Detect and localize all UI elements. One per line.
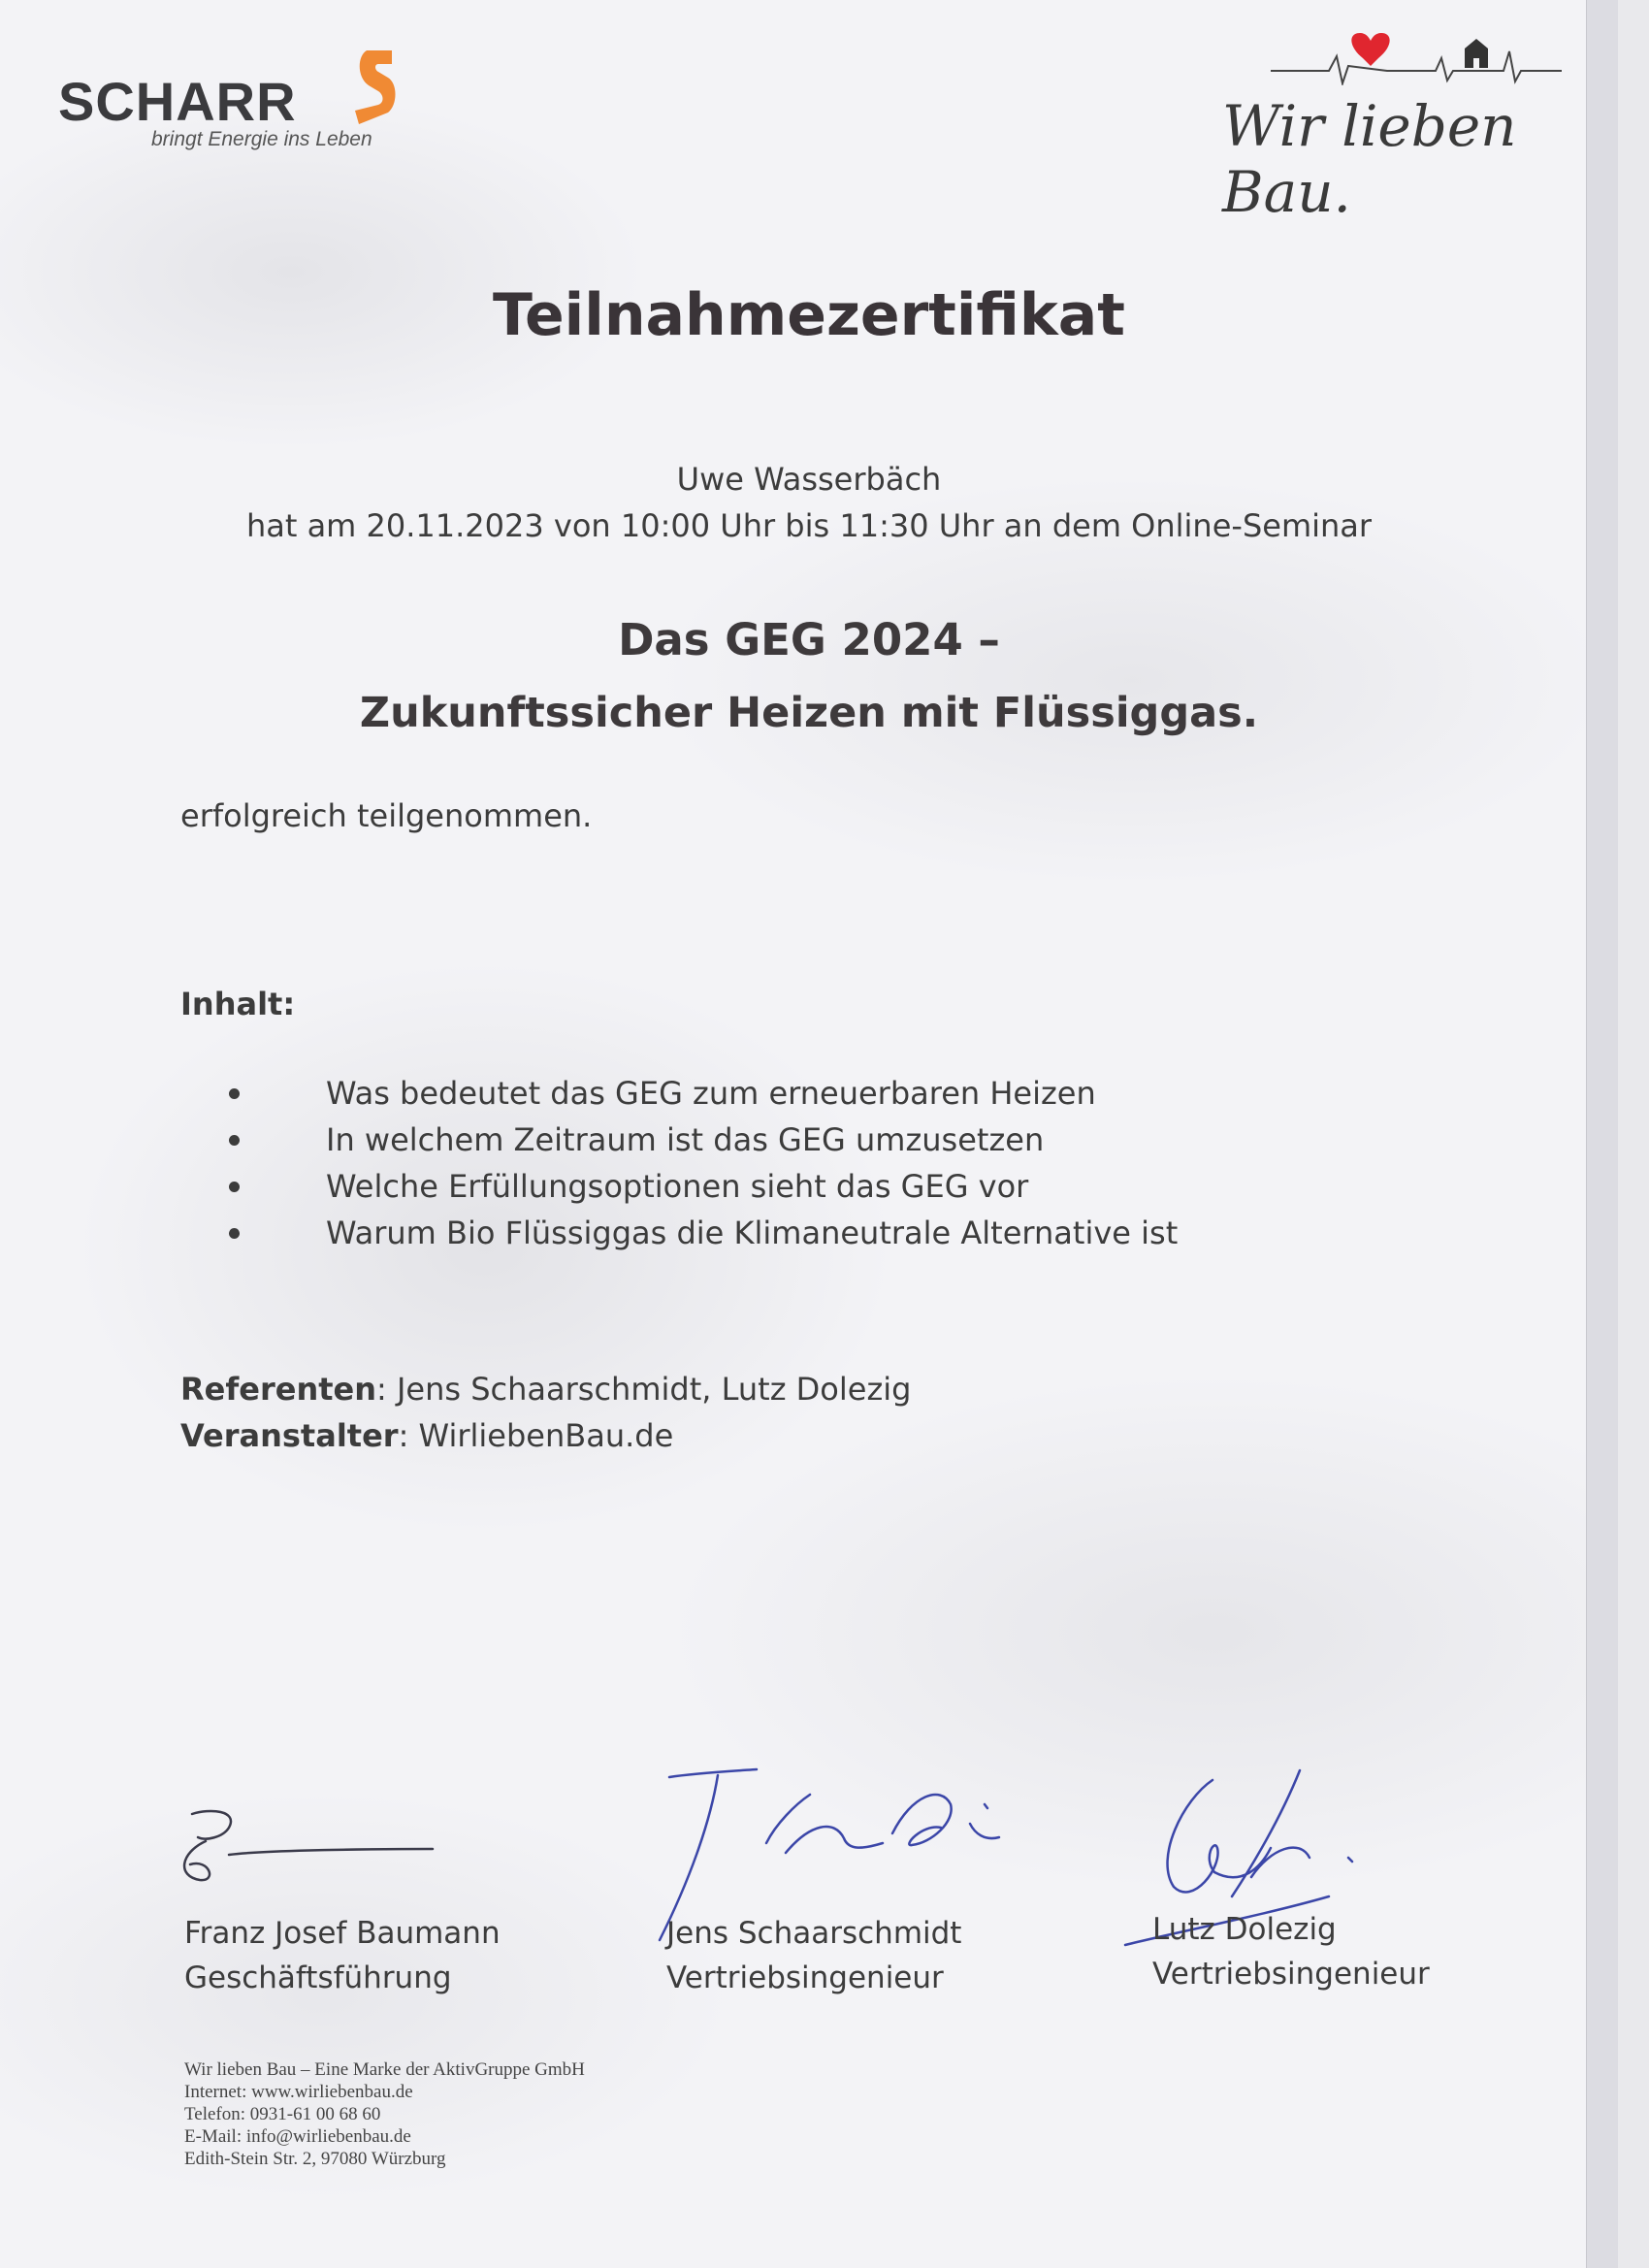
seminar-title-line-2: Zukunftssicher Heizen mit Flüssiggas. xyxy=(359,689,1259,737)
heartbeat-heart-house-icon xyxy=(1271,27,1581,85)
wir-lieben-bau-logo xyxy=(1222,27,1581,225)
signer-baumann xyxy=(184,1911,501,2000)
footer-contact xyxy=(184,2058,585,2170)
list-item xyxy=(229,1163,1178,1210)
wir-lieben-bau-wordmark: Wir lieben Bau. xyxy=(1222,93,1517,225)
bullet-icon xyxy=(229,1182,240,1192)
veranstalter-label: Veranstalter xyxy=(180,1417,399,1454)
list-item xyxy=(229,1210,1178,1256)
footer-address: Edith-Stein Str. 2, 97080 Würzburg xyxy=(184,2149,446,2169)
signer-name: Franz Josef Baumann xyxy=(184,1916,501,1951)
seminar-date-line: hat am 20.11.2023 von 10:00 Uhr bis 11:30 Uhr an dem Online-Seminar xyxy=(245,507,1373,544)
list-item xyxy=(229,1070,1178,1117)
list-item-text: Warum Bio Flüssiggas die Klimaneutrale Alternative ist xyxy=(326,1215,1179,1251)
referenten-line xyxy=(180,1371,911,1408)
scharr-flame-icon xyxy=(349,49,398,126)
signer-dolezig xyxy=(1152,1907,1430,1996)
list-item-text: In welchem Zeitraum ist das GEG umzusetzen xyxy=(326,1121,1045,1158)
veranstalter-line xyxy=(180,1417,673,1454)
success-statement: erfolgreich teilgenommen. xyxy=(180,797,593,834)
footer-phone: Telefon: 0931-61 00 68 60 xyxy=(184,2104,381,2124)
list-item-text: Was bedeutet das GEG zum erneuerbaren Heizen xyxy=(326,1075,1096,1112)
signer-name: Jens Schaarschmidt xyxy=(666,1916,962,1951)
footer-internet: Internet: www.wirliebenbau.de xyxy=(184,2082,413,2102)
scharr-tagline: bringt Energie ins Leben xyxy=(151,128,372,150)
seminar-title-line-1: Das GEG 2024 – xyxy=(618,614,1000,665)
signer-name: Lutz Dolezig xyxy=(1152,1912,1337,1947)
list-item xyxy=(229,1117,1178,1163)
bullet-icon xyxy=(229,1228,240,1239)
content-list xyxy=(229,1070,1178,1256)
signer-role: Geschäftsführung xyxy=(184,1960,452,1995)
certificate-title: Teilnahmezertifikat xyxy=(493,281,1125,349)
content-heading: Inhalt: xyxy=(180,986,296,1022)
signature-baumann xyxy=(171,1795,462,1901)
signer-schaarschmidt xyxy=(666,1911,961,2000)
referenten-label: Referenten xyxy=(180,1371,377,1408)
participant-name: Uwe Wasserbäch xyxy=(676,461,942,498)
bullet-icon xyxy=(229,1088,240,1099)
scharr-logo-name: SCHARR xyxy=(58,71,297,132)
scharr-logo xyxy=(58,49,407,155)
bullet-icon xyxy=(229,1135,240,1146)
referenten-value: : Jens Schaarschmidt, Lutz Dolezig xyxy=(376,1371,912,1408)
signer-role: Vertriebsingenieur xyxy=(1152,1957,1430,1992)
veranstalter-value: : WirliebenBau.de xyxy=(398,1417,674,1454)
signer-role: Vertriebsingenieur xyxy=(666,1960,944,1995)
footer-company: Wir lieben Bau – Eine Marke der AktivGruppe GmbH xyxy=(184,2059,585,2080)
list-item-text: Welche Erfüllungsoptionen sieht das GEG vor xyxy=(326,1168,1029,1205)
footer-email: E-Mail: info@wirliebenbau.de xyxy=(184,2126,411,2147)
